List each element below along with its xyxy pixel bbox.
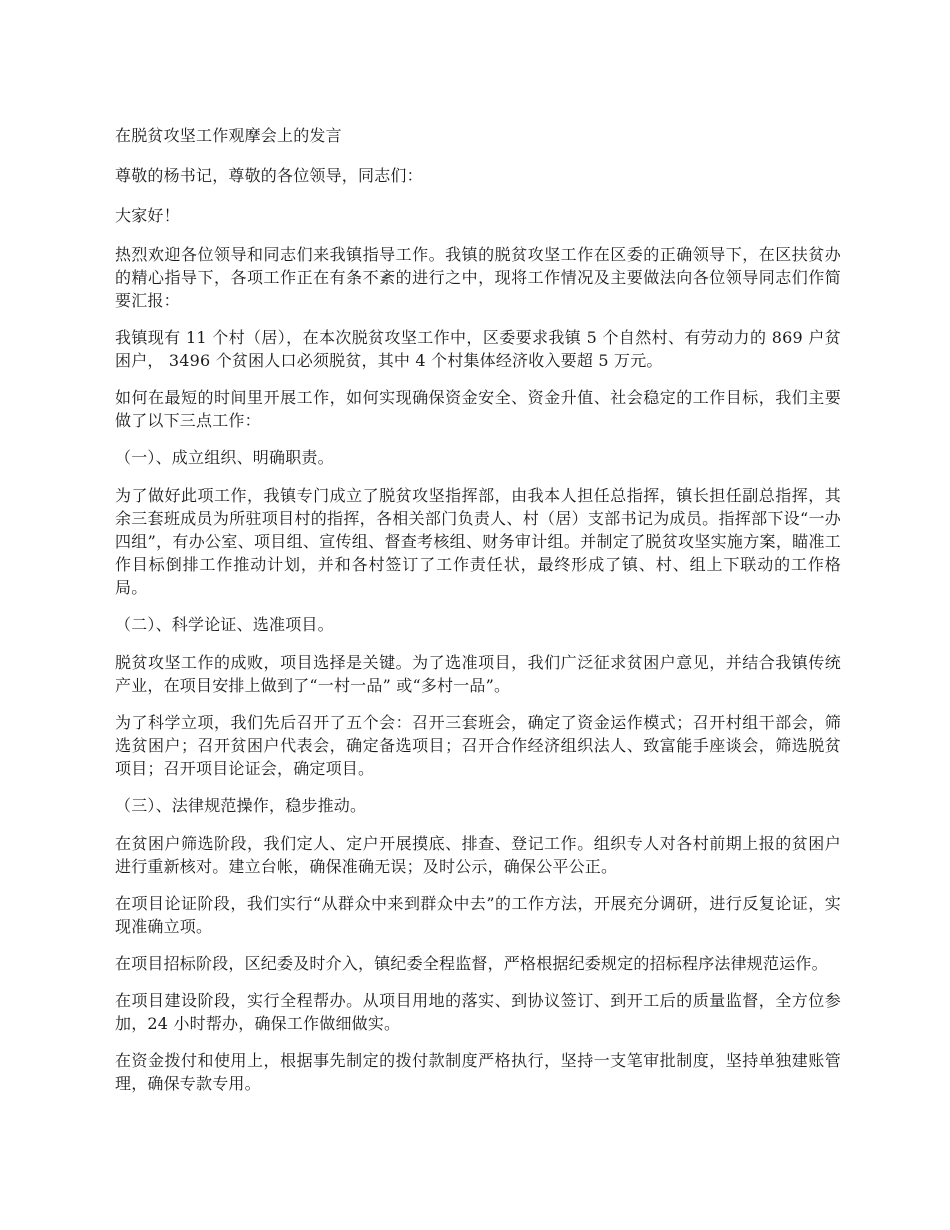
document-title: 在脱贫攻坚工作观摩会上的发言 [115,126,342,145]
paragraph-project-choice: 脱贫攻坚工作的成败，项目选择是关键。为了选准项目，我们广泛征求贫困户意见，并结合我镇传统产业，在项目安排上做到了“一村一品” 或“多村一品”。 [115,653,841,695]
paragraph-overview: 我镇现有 11 个村（居），在本次脱贫攻坚工作中，区委要求我镇 5 个自然村、有劳动力的 869 户贫困户， 3496 个贫困人口必须脱贫，其中 4 个村集体经济收入要超 5 万元。 [115,328,841,370]
paragraph-bidding-stage: 在项目招标阶段，区纪委及时介入，镇纪委全程监督，严格根据纪委规定的招标程序法律规范运作。 [115,954,828,973]
paragraph-argument-stage: 在项目论证阶段，我们实行“从群众中来到群众中去”的工作方法，开展充分调研，进行反复论证，实现准确立项。 [115,894,841,936]
paragraph-question: 如何在最短的时间里开展工作，如何实现确保资金安全、资金升值、社会稳定的工作目标，我们主要做了以下三点工作： [115,388,841,430]
paragraph-organization: 为了做好此项工作，我镇专门成立了脱贫攻坚指挥部，由我本人担任总指挥，镇长担任副总指挥，其余三套班成员为所驻项目村的指挥，各相关部门负责人、村（居）支部书记为成员。指挥部下设“一办四组”，有办公室、项目组、宣传组、督查考核组、财务审计组。并制定了脱贫攻坚实施方案，瞄准工作目标倒排工作推动计划，并和各村签订了工作责任状，最终形成了镇、村、组上下联动的工作格局。 [115,486,841,597]
paragraph-five-meetings: 为了科学立项，我们先后召开了五个会：召开三套班会，确定了资金运作模式；召开村组干部会，筛选贫困户；召开贫困户代表会，确定备选项目；召开合作经济组织法人、致富能手座谈会，筛选脱贫项目；召开项目论证会，确定项目。 [115,713,841,778]
section-heading-3: （三）、法律规范操作，稳步推动。 [115,796,367,815]
paragraph-funds-usage: 在资金拨付和使用上，根据事先制定的拨付款制度严格执行，坚持一支笔审批制度，坚持单独建账管理，确保专款专用。 [115,1051,841,1093]
paragraph-screening-stage: 在贫困户筛选阶段，我们定人、定户开展摸底、排查、登记工作。组织专人对各村前期上报的贫困户进行重新核对。建立台帐，确保准确无误；及时公示，确保公平公正。 [115,834,841,876]
greeting-line: 尊敬的杨书记，尊敬的各位领导，同志们： [115,166,423,185]
paragraph-construction-stage: 在项目建设阶段，实行全程帮办。从项目用地的落实、到协议签订、到开工后的质量监督，全方位参加，24 小时帮办，确保工作做细做实。 [115,991,841,1033]
section-heading-2: （二）、科学论证、选准项目。 [115,615,334,634]
salutation-line: 大家好！ [115,206,180,225]
section-heading-1: （一）、成立组织、明确职责。 [115,448,334,467]
paragraph-intro: 热烈欢迎各位领导和同志们来我镇指导工作。我镇的脱贫攻坚工作在区委的正确领导下，在区扶贫办的精心指导下，各项工作正在有条不紊的进行之中，现将工作情况及主要做法向各位领导同志们作简要汇报： [115,245,841,310]
document-page [115,124,841,1109]
